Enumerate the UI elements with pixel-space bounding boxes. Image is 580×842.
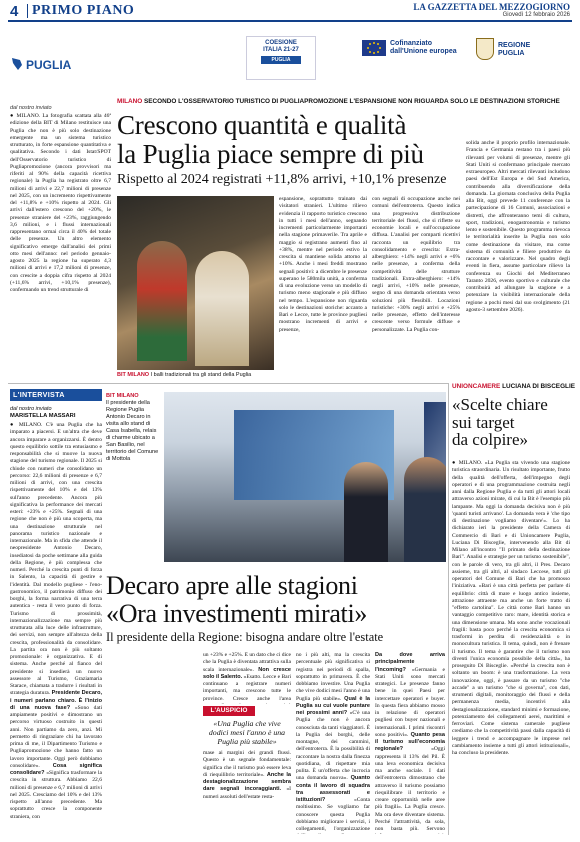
masthead-date: Giovedì 12 febbraio 2026	[502, 12, 570, 18]
interview-col2-text: un +23% e +25%. È un dato che ci dice che la Puglia è diventata attrattiva sulla scala internazionale».	[203, 652, 291, 673]
interview-photo	[164, 392, 446, 562]
coesione-line2: ITALIA 21-27	[263, 47, 299, 53]
interview-header: L'INTERVISTA	[10, 389, 102, 401]
interview-subtitle: Il presidente della Regione: bisogna andare oltre l'estate	[106, 630, 384, 644]
article1-caption-red: BIT MILANO	[117, 372, 150, 378]
puglia-logo: PUGLIA	[26, 58, 72, 72]
coesione-ribbon: PUGLIA	[261, 56, 301, 64]
sidebar-title	[452, 396, 548, 449]
interview-title	[106, 572, 367, 628]
interview-col3-text: no i più alti, ma la crescita percentuale più significativa si registra nei periodi di spalla, soprattutto in primavera. È che dobbiamo investire. Una Puglia che vive dodici mesi l'anno è una Puglia più stabile».	[296, 652, 370, 702]
page-number: 4	[10, 3, 19, 20]
interview-column-4	[375, 652, 445, 834]
interview-col1-text: ● MILANO. C'è una Puglia che ha imparato a piacersi. E un'altra che deve ancora imparare a organizzarsi. È dentro questo equilibrio sottile tra entusiasmo e responsabilità che si muove la nuova stagione del turismo regionale. Il 2025 si chiude con numeri che consolidano un percorso: 22,6 milioni di presenze e 6,7 milioni di arrivi, con una crescita rispettivamente del 10% e del 13% sull'anno precedente. Ancora più significativa la performance dei mercati esteri: +23% e +25%. Segnali di una regione che non è più una scoperta, ma una destinazione strutturale nel panorama turistico nazionale e internazionale. Ma in sfida che attende il neopresidente Antonio Decaro, insediatosi da poche settimane alla guida della Regione, è più complessa che numeri. Perché la crescita punti di forza in Salento, la capacità di gestire e l'identità. Dal modello pugliese - l'eno-gastronomico, il patrimonio diffuso dei borghi, la forma narrativa di una terra autentica - resta il vero punto di forza. Turismo di prossimità, internazionalizzazione ma sempre più strutturata alla luce delle infrastrutture, dei servizi, non sempre all'altezza della crescita, professionalità da consolidare. La partita ora non è più soltanto promozionale: è organizzativa. E di sistema. Anche perché al fianco del presidente si insedierà un nuovo assessore al Turismo, Graziamaria Starace, chiamata a tradurre i risultati in strategia duratura.	[10, 422, 102, 697]
interview-a9: La Puglia cresce. Ma ora deve diventare sistema. Perché l'attrattività, da sola, non basta più. Servono	[375, 804, 445, 832]
interview-col2-after: mase ai margini dei grandi flussi. Questo è un segnale fondamentale: significa che il turismo può essere leva di riequilibrio territoriale».	[203, 750, 291, 778]
article1-photo-caption	[117, 372, 251, 378]
interview-column-2-top	[203, 652, 291, 704]
interview-q3: Non cresce solo il Salento.	[203, 666, 291, 680]
article1-kicker	[117, 98, 560, 105]
auspicio-header: L'AUSPICIO	[203, 706, 255, 716]
puglia-mark-icon	[10, 56, 24, 72]
coesione-line1: COESIONE	[265, 40, 297, 46]
interview-byline-2: MARISTELLA MASSARI	[10, 413, 76, 419]
masthead-title: LA GAZZETTA DEL MEZZOGIORNO	[413, 2, 570, 12]
regione-line2: PUGLIA	[498, 50, 525, 57]
interview-caption-text: Il presidente della Regione Puglia Antonio Decaro in visita allo stand di Casa Isabella, relais di charme ubicato a San Basilio, nel territorio del Comune di Mottola	[106, 400, 159, 462]
interview-q5: Qual è la Puglia su cui vuole puntare nei prossimi anni?	[296, 695, 370, 716]
eu-line2: dall'Unione europea	[390, 48, 457, 55]
sidebar-title-line3: da colpire»	[452, 430, 528, 449]
article1-kicker-red: MILANO	[117, 98, 143, 105]
regione-line1: REGIONE	[498, 42, 531, 49]
sidebar-title-line1: «Scelte chiare	[452, 395, 548, 414]
interview-column-3	[296, 652, 370, 834]
sidebar-kicker	[452, 383, 575, 390]
sidebar-divider	[448, 383, 449, 835]
sidebar-kicker-red: UNIONCAMERE	[452, 383, 501, 390]
article1-subtitle: Rispetto al 2024 registrati +11,8% arrivi, +10,1% presenze	[117, 172, 447, 187]
sidebar-body: ● MILANO. «La Puglia sta vivendo una stagione turistica straordinaria. Un risultato importante, frutto della qualità dell'offerta, dell'impegno degli operatori e di una programmazione costruita negli anni dalla Regione Puglia e da tutti gli attori locali attraverso azioni mirate, di cui la Bit è l'esempio più lampante. Ma oggi la domanda decisiva non è più 'quanti turisti arrivano'. La domanda vera è 'che tipo di destinazione vogliamo diventare'». Lo ha dichiarato ieri la presidente della Camera di Commercio di Bari e di Unioncamere Puglia, Luciana Di Bisceglie, intervenendo alla Bit di Milano all'incontro "Il primato della destinazione Bari". Analisi e strategie per un turismo sostenibile", con le parole di vero, tra gli altri, il Pres. Decaro assieme, tra gli altri, al sindaco Leccese, tutti gli operatori del Comune di Bari che ha promosso l'iniziativa. «Bari è una città perfetta per parlare di equilibrio: città di mare e luogo antico insieme, attrazione attraente ma anche un forte tratto di "effetto cartolina". Le città come Bari hanno un vantaggio competitivo raro: mare, identità storica e una dimensione umana. Ma sono anche vocazionali fragili: basta poco perché la crescita economica si trasformi in perdita di residenzialità o in monocultura turistica. Il tema, quindi, non è frenare il turismo. Il tema è garantire che il turismo non diventi l'unica economia possibile della città», ha proseguito Di Bisceglie. «Perché la crescita non è soltanto un boom: è una trasformazione. La vera innovazione, oggi, è passare da un turismo "che accade" a un turismo "che si governa", con dati, strumenti digitali, monitoraggio dei flussi e della permanenza media, incentivi alla destagionalizzazione, standard minimi e formazione, potenziamento dei collegamenti aerei, marittimi e ferroviari. Come sistema camerale pugliese crediamo che la competitività passi dalla capacità di leggere i trend e accompagnare le imprese nel cambiamento insieme a tutti gli attori istituzionali», ha concluso la presidente.	[452, 460, 570, 756]
interview-a7: «Germania e Stati Uniti sono mercati strategici. Le presenze fanno bene in quei Paesi per intercettare operatori e buyer. In questa fiera abbiamo mosso in relazione di operatori pugliesi con buyer nazionali e internazionali. I primi riscontri sono positivi».	[375, 666, 445, 738]
article1-title	[117, 111, 424, 169]
interview-byline-1: dal nostro inviato	[10, 406, 52, 412]
masthead	[413, 2, 570, 18]
interview-column-1	[10, 422, 102, 834]
eu-flag-icon	[362, 40, 386, 56]
interview-a1: «Sono dati ampiamente positivi e dimostrano un percorso virtuoso costruito in questi anni. Non partiamo da zero, anzi. Mi permetto di ringraziare chi ha lavorato prima di me, il Dipartimento Turismo e Pugliapromozione che hanno fatto un lavoro importante. Oggi però dobbiamo consolidare».	[10, 704, 102, 769]
interview-caption-red: BIT MILANO	[106, 393, 139, 399]
eu-logo	[362, 36, 464, 80]
interview-q1: Presidente Decaro, i numeri parlano chiaro. È l'inizio di una nuova fase?	[10, 690, 102, 711]
article1-title-line1: Crescono quantità e qualità	[117, 110, 407, 140]
article1-byline: dal nostro inviato	[10, 105, 52, 111]
eu-line1: Cofinanziato	[390, 40, 432, 47]
header-divider	[27, 4, 28, 18]
article1-column-3: con segnali di occupazione anche nei comuni dell'entroterra. Questo indica una progressiva distribuzione territoriale dei flussi, che si riflette su economie locali e sull'occupazione diffusa. L'analisi per comparti ricettivi racconta un equilibrio tra consolidamento e crescita: Extra-alberghiero: +14% negli arrivi e +6% nelle presenze, a conferma della competitività delle strutture tradizionali. Extra-alberghiero: +14% negli arrivi, +10% nelle presenze, segno di una domanda orientata verso soluzioni più flessibili. Locazioni turistiche: +30% negli arrivi e +25% nelle presenze, effetto dell'interesse crescente verso formule diffuse e personalizzate. La Puglia con-	[372, 196, 460, 333]
article1-column-4: solida anche il proprio profilo internazionale. Francia e Germania restano tra i paesi più rilevanti per volumi di presenze, mentre gli Stati Uniti si confermano principale mercato extraeuropeo. Altri mercati rilevanti includono paesi dell'Est Europa e del Sud America, contribuendo alla diversificazione della domanda. La giornata conclusiva della Puglia alla Bit, oggi prevede 11 conferenze con la partecipazione di 16 Comuni, associazioni e distretti, che affronteranno temi di cultura, sport, tradizioni, enogastronomia e turismo lento e sostenibile. Questo programma rievoca le territorialità inserite la Puglia non solo come destinazione da visitare, ma come sistema di comunità e filiere produttive da raccontare e valorizzare. Nel quadro degli eventi in fiera, assume particolare rilievo la conferenza su Giochi del Mediterraneo Taranto 2026, evento sportivo e culturale che contribuirà ad allungare la stagione e a potenziare la visibilità internazionale della regione a pochi mesi dal suo svolgimento (21 agosto-3 settembre 2026).	[466, 140, 570, 313]
interview-title-line1: Decaro apre alle stagioni	[106, 571, 358, 600]
sidebar-kicker-text: LUCIANA DI BISCEGLIE	[502, 383, 575, 390]
interview-column-2-bottom	[203, 750, 291, 834]
header-rule	[8, 20, 572, 22]
regione-logo	[476, 36, 568, 80]
coesione-logo	[246, 36, 316, 80]
interview-title-line2: «Ora investimenti mirati»	[106, 599, 368, 628]
section-divider	[8, 383, 448, 384]
interview-q4: Anche la destagionalizzazione sembra dare segnali incoraggianti.	[203, 771, 291, 793]
regione-crest-icon	[476, 38, 494, 60]
interview-a4: «I numeri assoluti dell'estate resta-	[203, 786, 291, 800]
sidebar-title-line2: sui target	[452, 412, 515, 432]
auspicio-quote: «Una Puglia che vive dodici mesi l'anno è una Puglia più stabile»	[208, 719, 286, 746]
interview-a2: «Significa trasformare la crescita in struttura. Abbiamo 22,6 milioni di presenze e 6,7 milioni di arrivi nel 2025. Cresciamo del 10% e del 13% rispetto all'anno precedente. Ma soprattutto cresce la componente straniera, con	[10, 770, 102, 820]
section-title: PRIMO PIANO	[32, 3, 135, 18]
article1-caption-text: I balli tradizionali tra gli stand della Puglia	[150, 372, 252, 378]
interview-q7: Da dove arriva principalmente l'incoming?	[375, 652, 445, 673]
interview-q2: Cosa significa consolidare?	[10, 762, 102, 776]
interview-q8: Quanto pesa il turismo sull'economia regionale?	[375, 731, 445, 753]
article1-title-line2: la Puglia piace sempre di più	[117, 139, 424, 169]
interview-a8: «Oggi rappresenta il 13% del Pil. È una leva economica decisiva ma anche sociale. I dati dell'entroterra dimostrano che attraverso il turismo possiamo riequilibrare il territorio e creare opportunità nelle aree più fragili».	[375, 746, 445, 811]
article1-kicker-text: SECONDO L'OSSERVATORIO TURISTICO DI PUGLIAPROMOZIONE L'ESPANSIONE NON RIGUARDA SOLO LE DESTINAZIONI STORICHE	[144, 98, 560, 105]
article1-column-2: espansione, soprattutto trainato dai visitatori stranieri. L'ultimo rilievo evidenzia il rapporto turistico crescono in tutti i mesi dell'anno, segnando incrementi particolarmente importanti nella stagione primaverile. Tra aprile e maggio si registrano aumenti fino al +38%, mentre nel periodo estivo la crescita si mantiene solida attorno al +10%. Anche i mesi freddi mostrano segnali positivi: a dicembre le presenze superano le 580mila unità, a conferma di una evoluzione verso un modello di turismo meno stagionale e più diffuso nel tempo. L'espansione non riguarda solo le destinazioni storiche: accanto a Bari e Lecce, tutte le province pugliesi mostrano incrementi di arrivi e presenze,	[279, 196, 367, 333]
interview-q6: Quanto conta il lavoro di squadra tra assessorati e istituzioni?	[296, 775, 370, 803]
article1-column-1: ● MILANO. La fotografia scattata alla 46ª edizione della BIT di Milano restituisce una Puglia che non è più solo destinazione emergente ma un sistema turistico strutturato, in forte espansione quantitativa e qualitativa. Secondo i dati Istat/SPOT dell'Osservatorio turistico di Pugliapromozione (ancora provvisori ma riferiti al 90% della capacità ricettiva regionale) la Puglia ha registrato oltre 6,7 milioni di arrivi e 22,7 milioni di presenze nel 2025, con un incremento rispettivamente del +11,8% e +10% rispetto al 2024. Gli arrivi dall'estero crescono del +20%, le presenze straniere del +23%, raggiungendo 3,6 milioni, e i flussi internazionali rappresentano ormai circa il 40% del totale delle presenze. Un altro elemento significativo emerge dall'analisi dei primi otto mesi dell'anno: nel periodo gennaio-agosto 2025 la regione ha superato 4,3 milioni di arrivi e 17,2 milioni di presenze, con crescite a doppia cifra rispetto al 2024 (+11,6% arrivi, +10,1% presenze), confermando un trend strutturale di	[10, 113, 111, 293]
interview-photo-caption	[106, 393, 160, 463]
interview-a5: «C'è una Puglia che non è ancora conosciuta da tanti viaggiatori. È la Puglia dei borghi, delle montagne, dei cammini, dell'entroterra. È la possibilità di raccontare la nostra dalla finezza quotidiana, di rispettare mia pulita. È un'offerta che incrocia una domanda nuova».	[296, 710, 370, 782]
interview-a3: «Esatto. Lecce e Bari continuano a registrare numeri importanti, ma crescono tutte le province. Cresce anche l'area	[203, 673, 291, 702]
article1-photo	[117, 196, 274, 370]
interview-a6: «Conta moltissimo. Se vogliamo far conoscere questa Puglia dobbiamo migliorare i servizi, i collegamenti, l'organizzazione	[296, 797, 370, 832]
